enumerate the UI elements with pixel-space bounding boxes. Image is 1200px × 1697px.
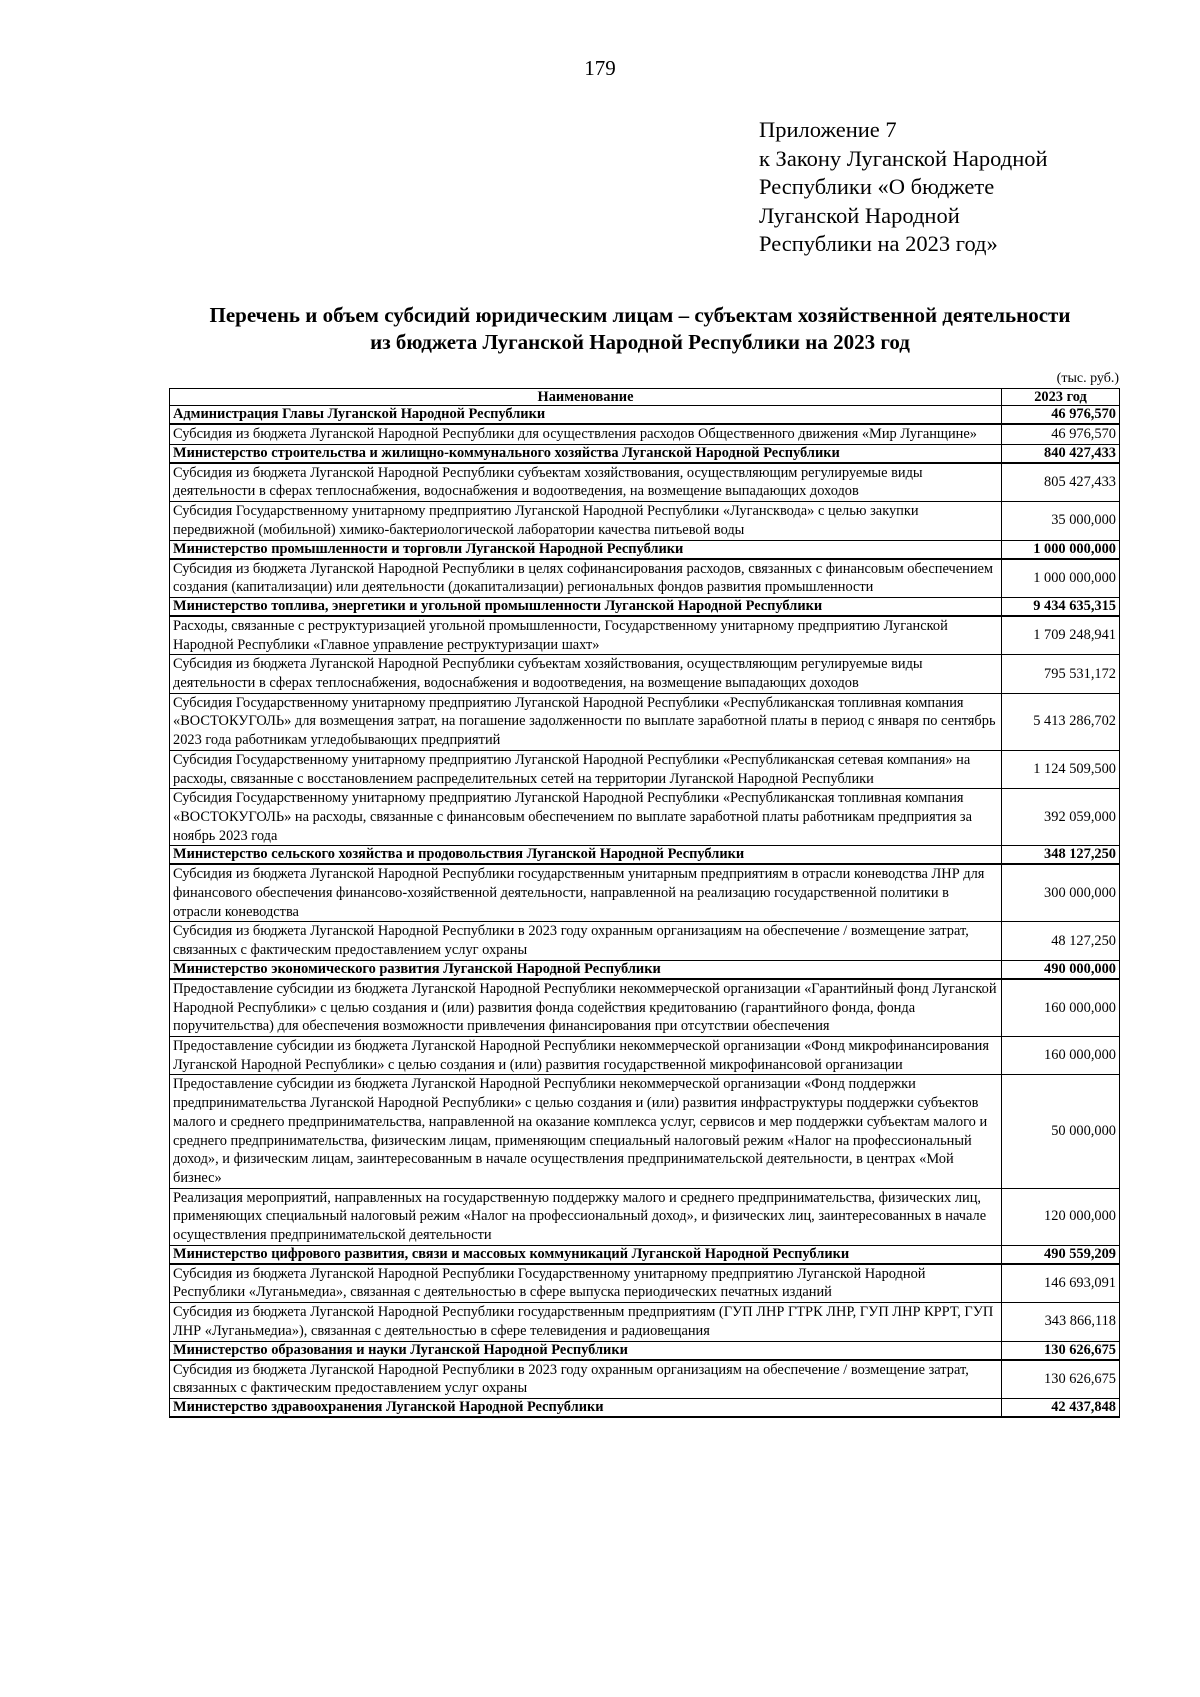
subsidy-amount: 50 000,000 [1002,1075,1120,1188]
ministry-total: 840 427,433 [1002,444,1120,463]
header-name: Наименование [170,389,1002,406]
subsidy-amount: 1 709 248,941 [1002,616,1120,655]
subsidy-amount: 120 000,000 [1002,1188,1120,1245]
subsidy-row [170,502,1120,540]
subsidy-description: Субсидия из бюджета Луганской Народной Республики Государственному унитарному предприятию Луганской Народной Республики «Луганьмедиа», связанная с деятельностью в сфере выпуска периодических печатных изданий [170,1264,1002,1303]
subsidy-amount: 46 976,570 [1002,424,1120,444]
title-line-1: Перечень и объем субсидий юридическим лицам – субъектам хозяйственной деятельности [209,303,1071,327]
ministry-total: 1 000 000,000 [1002,540,1120,559]
appendix-line: Луганской Народной [759,202,960,228]
subsidy-description: Субсидия из бюджета Луганской Народной Республики государственным предприятиям (ГУП ЛНР ГТРК ЛНР, ГУП ЛНР КРРТ, ГУП ЛНР «Луганьмедиа»), связанная с деятельностью в сфере телевидения и радиовещания [170,1303,1002,1341]
document-title [160,302,1120,356]
appendix-line: Республики «О бюджете [759,174,995,199]
subsidy-amount: 160 000,000 [1002,1036,1120,1074]
subsidy-description: Предоставление субсидии из бюджета Луганской Народной Республики некоммерческой организации «Фонд поддержки предпринимательства Луганской Народной Республики» с целью создания и (или) развития инфраструктуры поддержки субъектов малого и среднего предпринимательства, направленной на оказание комплекса услуг, сервисов и мер поддержки субъектам малого и среднего предпринимательства, физическим лицам, применяющим специальный налоговый режим «Налог на профессиональный доход», и физическим лицам, заинтересованным в начале осуществления предпринимательской деятельности, в центрах «Мой бизнес» [170,1075,1002,1188]
ministry-row [170,444,1120,463]
subsidy-amount: 1 124 509,500 [1002,750,1120,788]
subsidy-table-body [170,389,1120,1417]
subsidy-row [170,463,1120,502]
ministry-row [170,597,1120,616]
subsidy-row [170,1264,1120,1303]
subsidy-description: Субсидия Государственному унитарному предприятию Луганской Народной Республики «Республиканская сетевая компания» на расходы, связанные с восстановлением распределительных сетей на территории Луганской Народной Республики [170,750,1002,788]
ministry-total: 9 434 635,315 [1002,597,1120,616]
subsidy-description: Субсидия Государственному унитарному предприятию Луганской Народной Республики «Республиканская топливная компания «ВОСТОКУГОЛЬ» для возмещения затрат, на погашение задолженности по выплате заработной платы в период с января по сентябрь 2023 года работникам угледобывающих предприятий [170,693,1002,750]
ministry-name: Министерство экономического развития Луганской Народной Республики [170,960,1002,979]
subsidy-description: Реализация мероприятий, направленных на государственную поддержку малого и среднего предпринимательства, физических лиц, применяющих специальный налоговый режим «Налог на профессиональный доход», и физических лиц, заинтересованных в начале осуществления предпринимательской деятельности [170,1188,1002,1245]
ministry-name: Министерство сельского хозяйства и продовольствия Луганской Народной Республики [170,846,1002,865]
subsidy-description: Субсидия Государственному унитарному предприятию Луганской Народной Республики «Республиканская топливная компания «ВОСТОКУГОЛЬ» на расходы, связанные с финансовым обеспечением по выплате заработной платы работникам предприятия за ноябрь 2023 года [170,789,1002,846]
subsidy-description: Субсидия из бюджета Луганской Народной Республики государственным унитарным предприятиям в отрасли коневодства ЛНР для финансового обеспечения финансово-хозяйственной деятельности, направленной на реализацию государственной политики в отрасли коневодства [170,864,1002,922]
subsidy-amount: 160 000,000 [1002,979,1120,1037]
ministry-row [170,406,1120,425]
subsidy-row [170,750,1120,788]
subsidy-amount: 5 413 286,702 [1002,693,1120,750]
ministry-name: Министерство здравоохранения Луганской Народной Республики [170,1398,1002,1417]
ministry-row [170,960,1120,979]
subsidy-description: Субсидия Государственному унитарному предприятию Луганской Народной Республики «Лугансквода» с целью закупки передвижной (мобильной) химико-бактериологической лаборатории качества питьевой воды [170,502,1002,540]
subsidy-row [170,864,1120,922]
subsidy-description: Субсидия из бюджета Луганской Народной Республики в 2023 году охранным организациям на обеспечение / возмещение затрат, связанных с фактическим предоставлением услуг охраны [170,922,1002,960]
subsidy-row [170,693,1120,750]
subsidy-description: Субсидия из бюджета Луганской Народной Республики в 2023 году охранным организациям на обеспечение / возмещение затрат, связанных с фактическим предоставлением услуг охраны [170,1360,1002,1399]
ministry-row [170,1398,1120,1417]
subsidy-description: Предоставление субсидии из бюджета Луганской Народной Республики некоммерческой организации «Фонд микрофинансирования Луганской Народной Республики» с целью создания и (или) развития государственной микрофинансовой организации [170,1036,1002,1074]
ministry-name: Министерство топлива, энергетики и угольной промышленности Луганской Народной Республики [170,597,1002,616]
subsidy-amount: 392 059,000 [1002,789,1120,846]
appendix-line: Приложение 7 [759,117,897,142]
ministry-row [170,540,1120,559]
ministry-name: Министерство промышленности и торговли Луганской Народной Республики [170,540,1002,559]
ministry-row [170,1341,1120,1360]
ministry-total: 130 626,675 [1002,1341,1120,1360]
subsidy-row [170,424,1120,444]
ministry-total: 348 127,250 [1002,846,1120,865]
subsidy-description: Предоставление субсидии из бюджета Луганской Народной Республики некоммерческой организации «Гарантийный фонд Луганской Народной Республики» с целью создания и (или) развития фонда содействия кредитованию (гарантийного фонда, фонда поручительства) для обеспечения возможности привлечения финансирования при отсутствии обеспечения [170,979,1002,1037]
subsidy-amount: 805 427,433 [1002,463,1120,502]
subsidy-description: Субсидия из бюджета Луганской Народной Республики субъектам хозяйствования, осуществляющим регулируемые виды деятельности в сферах теплоснабжения, водоснабжения и водоотведения, на возмещение выпадающих доходов [170,463,1002,502]
ministry-total: 490 559,209 [1002,1245,1120,1264]
ministry-row [170,846,1120,865]
subsidy-row [170,1075,1120,1188]
ministry-name: Министерство образования и науки Луганской Народной Республики [170,1341,1002,1360]
units-label: (тыс. руб.) [1056,371,1119,386]
subsidy-description: Субсидия из бюджета Луганской Народной Республики для осуществления расходов Общественного движения «Мир Луганщине» [170,424,1002,444]
subsidy-amount: 35 000,000 [1002,502,1120,540]
subsidy-description: Расходы, связанные с реструктуризацией угольной промышленности, Государственному унитарному предприятию Луганской Народной Республики «Главное управление реструктуризации шахт» [170,616,1002,655]
subsidy-row [170,1188,1120,1245]
subsidy-amount: 48 127,250 [1002,922,1120,960]
subsidy-row [170,655,1120,693]
subsidy-amount: 300 000,000 [1002,864,1120,922]
appendix-line: Республики на 2023 год» [759,231,998,256]
ministry-name: Министерство цифрового развития, связи и массовых коммуникаций Луганской Народной Республики [170,1245,1002,1264]
ministry-total: 490 000,000 [1002,960,1120,979]
subsidy-description: Субсидия из бюджета Луганской Народной Республики субъектам хозяйствования, осуществляющим регулируемые виды деятельности в сферах теплоснабжения, водоснабжения и водоотведения, на возмещение выпадающих доходов [170,655,1002,693]
ministry-name: Администрация Главы Луганской Народной Республики [170,406,1002,425]
appendix-note [759,116,1159,259]
table-header-row [170,389,1120,406]
subsidy-amount: 343 866,118 [1002,1303,1120,1341]
subsidy-amount: 1 000 000,000 [1002,559,1120,598]
ministry-total: 42 437,848 [1002,1398,1120,1417]
subsidy-row [170,1036,1120,1074]
header-year: 2023 год [1002,389,1120,406]
subsidy-row [170,559,1120,598]
subsidy-row [170,616,1120,655]
subsidy-amount: 146 693,091 [1002,1264,1120,1303]
ministry-total: 46 976,570 [1002,406,1120,425]
subsidy-amount: 130 626,675 [1002,1360,1120,1399]
subsidy-row [170,1303,1120,1341]
subsidy-row [170,789,1120,846]
subsidy-description: Субсидия из бюджета Луганской Народной Республики в целях софинансирования расходов, связанных с финансовым обеспечением создания (капитализации) или деятельности (докапитализации) региональных фондов развития промышленности [170,559,1002,598]
subsidy-table [169,388,1120,1418]
subsidy-row [170,979,1120,1037]
appendix-line: к Закону Луганской Народной [759,145,1048,171]
page-number: 179 [584,56,616,80]
subsidy-amount: 795 531,172 [1002,655,1120,693]
ministry-name: Министерство строительства и жилищно-коммунального хозяйства Луганской Народной Республики [170,444,1002,463]
subsidy-row [170,922,1120,960]
title-line-2: из бюджета Луганской Народной Республики на 2023 год [370,330,910,354]
subsidy-row [170,1360,1120,1399]
ministry-row [170,1245,1120,1264]
